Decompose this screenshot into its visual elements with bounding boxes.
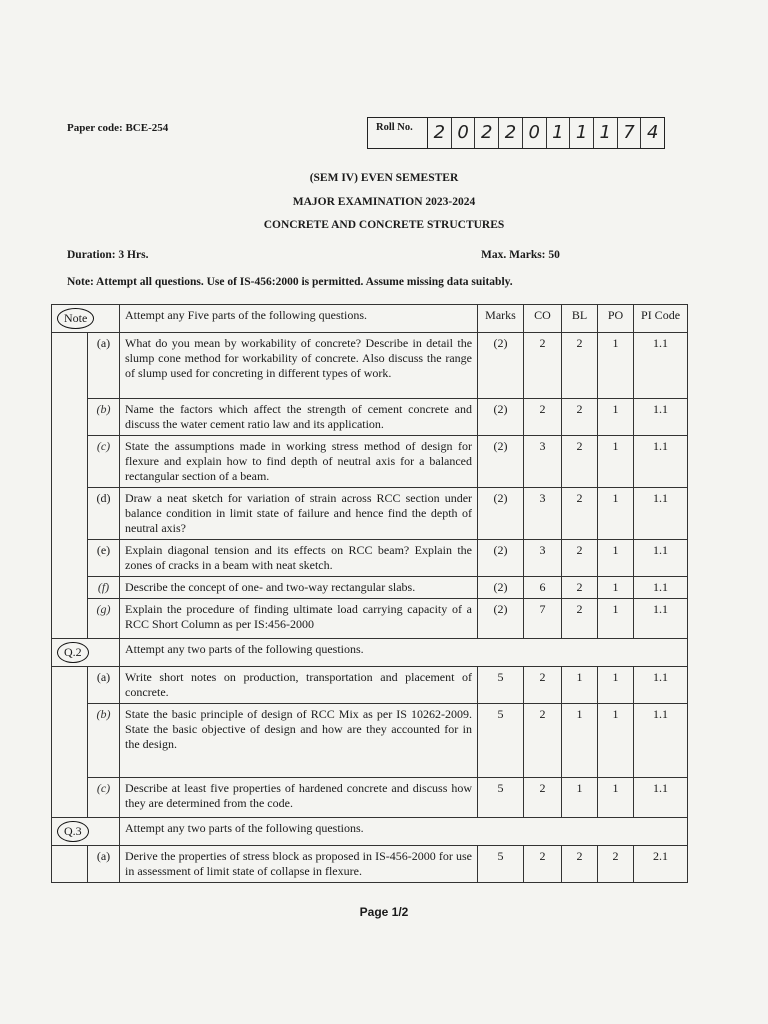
co-cell: 3 [524,436,562,488]
roll-digit: 7 [618,118,642,148]
po-cell: 1 [598,540,634,577]
instructions-note: Note: Attempt all questions. Use of IS-456:2000 is permitted. Assume missing data suitably. [67,276,513,288]
table-row [52,599,688,639]
col-header-po: PO [598,305,634,333]
table-row [52,778,688,818]
pi-cell: 1.1 [634,577,688,599]
part-label: (e) [88,540,120,577]
roll-digits [428,118,664,148]
pi-cell: 1.1 [634,436,688,488]
semester-heading: (SEM IV) EVEN SEMESTER [309,172,459,184]
pi-cell: 2.1 [634,846,688,883]
co-cell: 7 [524,599,562,639]
question-text: State the basic principle of design of RCC Mix as per IS 10262-2009. State the basic objective of design and how are they accounted for in the design. [120,704,478,778]
bl-cell: 1 [562,778,598,818]
marks-cell: (2) [478,599,524,639]
question-text: Write short notes on production, transportation and placement of concrete. [120,667,478,704]
co-cell: 6 [524,577,562,599]
exam-heading: MAJOR EXAMINATION 2023-2024 [292,196,476,208]
table-row [52,846,688,883]
pi-cell: 1.1 [634,667,688,704]
co-cell: 2 [524,778,562,818]
col-header-marks: Marks [478,305,524,333]
bl-cell: 1 [562,667,598,704]
section-instruction: Attempt any two parts of the following questions. [120,818,688,846]
bl-cell: 2 [562,540,598,577]
po-cell: 1 [598,778,634,818]
table-row [52,488,688,540]
part-label: (c) [88,436,120,488]
roll-digit: 0 [523,118,547,148]
pi-cell: 1.1 [634,488,688,540]
table-row [52,704,688,778]
pi-cell: 1.1 [634,599,688,639]
marks-cell: 5 [478,778,524,818]
subject-heading: CONCRETE AND CONCRETE STRUCTURES [263,219,505,231]
question-text: Describe the concept of one- and two-way rectangular slabs. [120,577,478,599]
roll-digit: 0 [452,118,476,148]
pi-cell: 1.1 [634,778,688,818]
section-row-q2 [52,639,688,667]
co-cell: 2 [524,333,562,399]
po-cell: 1 [598,399,634,436]
duration: Duration: 3 Hrs. [67,249,149,261]
pi-cell: 1.1 [634,399,688,436]
part-label: (f) [88,577,120,599]
bl-cell: 1 [562,704,598,778]
bl-cell: 2 [562,599,598,639]
co-cell: 2 [524,846,562,883]
roll-digit: 1 [594,118,618,148]
po-cell: 1 [598,667,634,704]
roll-digit: 1 [570,118,594,148]
roll-number-box [367,117,665,149]
bl-cell: 2 [562,577,598,599]
question-text: Derive the properties of stress block as proposed in IS-456-2000 for use in assessment of limit state of collapse in flexure. [120,846,478,883]
roll-digit: 2 [499,118,523,148]
max-marks: Max. Marks: 50 [481,249,560,261]
bl-cell: 2 [562,488,598,540]
roll-digit: 2 [428,118,452,148]
table-row [52,540,688,577]
po-cell: 2 [598,846,634,883]
col-header-bl: BL [562,305,598,333]
bl-cell: 2 [562,846,598,883]
co-cell: 3 [524,540,562,577]
section-row-q3 [52,818,688,846]
question-text: State the assumptions made in working stress method of design for flexure and explain how to find depth of neutral axis for a balanced rectangular section of a beam. [120,436,478,488]
part-label: (b) [88,399,120,436]
marks-cell: (2) [478,399,524,436]
part-label: (c) [88,778,120,818]
marks-cell: 5 [478,667,524,704]
table-row [52,667,688,704]
pi-cell: 1.1 [634,333,688,399]
co-cell: 2 [524,667,562,704]
pi-cell: 1.1 [634,704,688,778]
po-cell: 1 [598,704,634,778]
marks-cell: 5 [478,704,524,778]
section-label: Q.3 [57,821,89,842]
question-text: Explain the procedure of finding ultimate load carrying capacity of a RCC Short Column as per IS:456-2000 [120,599,478,639]
section-label-cell [52,305,120,333]
section-label: Note [57,308,94,329]
part-label: (g) [88,599,120,639]
roll-label: Roll No. [368,118,428,148]
marks-cell: (2) [478,540,524,577]
part-label: (a) [88,333,120,399]
roll-digit: 2 [475,118,499,148]
bl-cell: 2 [562,399,598,436]
po-cell: 1 [598,577,634,599]
section-instruction: Attempt any Five parts of the following questions. [120,305,478,333]
section-label: Q.2 [57,642,89,663]
table-row [52,577,688,599]
marks-cell: (2) [478,436,524,488]
question-table [51,304,688,883]
co-cell: 2 [524,399,562,436]
bl-cell: 2 [562,333,598,399]
table-header-row [52,305,688,333]
question-text: Name the factors which affect the strength of cement concrete and discuss the water cement ratio law and its application. [120,399,478,436]
question-text: Describe at least five properties of hardened concrete and discuss how they are determined from the code. [120,778,478,818]
part-label: (b) [88,704,120,778]
question-text: Explain diagonal tension and its effects on RCC beam? Explain the zones of cracks in a beam with neat sketch. [120,540,478,577]
roll-digit: 1 [547,118,571,148]
page-number: Page 1/2 [359,905,409,919]
part-label: (a) [88,667,120,704]
po-cell: 1 [598,333,634,399]
table-row [52,333,688,399]
question-text: What do you mean by workability of concrete? Describe in detail the slump cone method for workability of concrete. Also discuss the range of slump used for concreting in different types of work. [120,333,478,399]
pi-cell: 1.1 [634,540,688,577]
marks-cell: (2) [478,488,524,540]
section-instruction: Attempt any two parts of the following questions. [120,639,688,667]
table-row [52,436,688,488]
po-cell: 1 [598,436,634,488]
marks-cell: (2) [478,577,524,599]
co-cell: 2 [524,704,562,778]
po-cell: 1 [598,599,634,639]
col-header-pi: PI Code [634,305,688,333]
marks-cell: 5 [478,846,524,883]
table-row [52,399,688,436]
bl-cell: 2 [562,436,598,488]
roll-digit: 4 [646,122,659,143]
question-text: Draw a neat sketch for variation of strain across RCC section under balance condition in limit state of failure and hence find the depth of neutral axis? [120,488,478,540]
part-label: (d) [88,488,120,540]
paper-code: Paper code: BCE-254 [67,122,169,134]
co-cell: 3 [524,488,562,540]
po-cell: 1 [598,488,634,540]
col-header-co: CO [524,305,562,333]
marks-cell: (2) [478,333,524,399]
part-label: (a) [88,846,120,883]
